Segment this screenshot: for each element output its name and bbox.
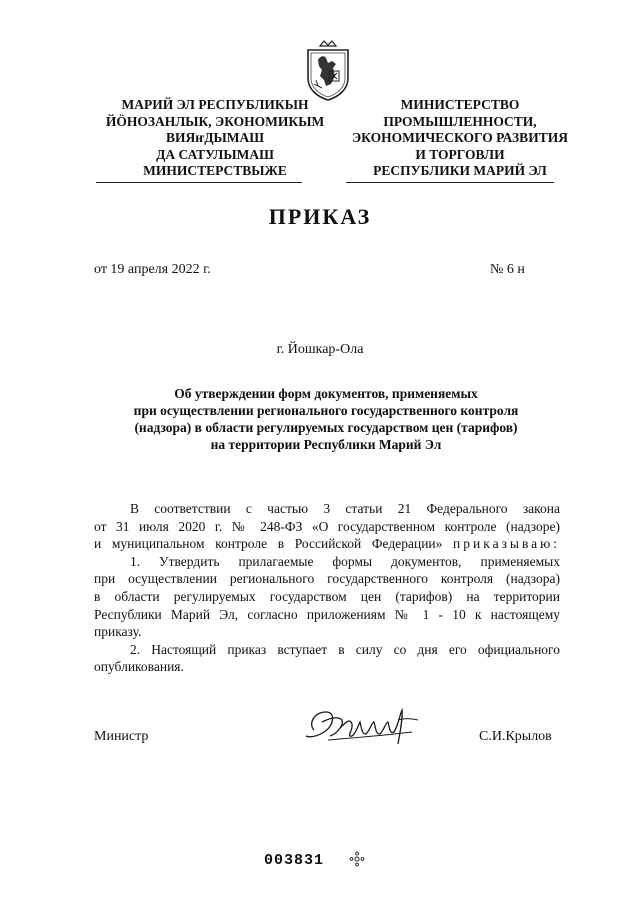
document-date: от 19 апреля 2022 г.: [94, 262, 211, 277]
document-subject: [96, 385, 556, 453]
document-title: ПРИКАЗ: [268, 204, 372, 229]
header-right-line: ПРОМЫШЛЕННОСТИ,: [383, 113, 537, 129]
document-number: № 6 н: [490, 262, 525, 277]
header-left-rule: [96, 182, 302, 183]
ornament-icon: [349, 851, 365, 867]
header-left-line: ЙӦНОЗАНЛЫК, ЭКОНОМИКЫМ: [105, 113, 325, 129]
header-russian-ministry: [335, 97, 585, 180]
body-line: при осуществлении регионального государственного контроля (надзора): [94, 571, 560, 587]
signatory-role: Министр: [94, 729, 149, 744]
subject-line: Об утверждении форм документов, применяемых: [174, 386, 478, 401]
document-body: [94, 500, 560, 676]
body-line: приказу.: [94, 624, 142, 640]
serial-number: 003831: [264, 852, 325, 869]
header-right-line: ЭКОНОМИЧЕСКОГО РАЗВИТИЯ: [352, 130, 568, 145]
body-line: Республики Марий Эл, согласно приложениям № 1 - 10 к настоящему: [94, 606, 560, 622]
header-left-line: МАРИЙ ЭЛ РЕСПУБЛИКЫН: [121, 97, 309, 112]
body-line: 2. Настоящий приказ вступает в силу со дня его официального: [130, 641, 560, 657]
subject-line: при осуществлении регионального государственного контроля: [133, 403, 519, 418]
body-line: 1. Утвердить прилагаемые формы документов, применяемых: [130, 553, 560, 569]
body-line: [94, 535, 560, 553]
header-right-line: МИНИСТЕРСТВО: [400, 97, 520, 112]
header-left-line: ДА САТУЛЫМАШ: [156, 146, 274, 162]
body-line: от 31 июля 2020 г. № 248-ФЗ «О государственном контроле (надзоре): [94, 518, 560, 534]
body-line-text: и муниципальном контроле в Российской Федерации»: [94, 536, 443, 552]
handwritten-signature: [300, 700, 430, 752]
body-line: в области регулируемых государством цен (тарифов) на территории: [94, 588, 560, 604]
body-line: В соответствии с частью 3 статьи 21 Федерального закона: [130, 501, 560, 516]
header-right-line: РЕСПУБЛИКИ МАРИЙ ЭЛ: [373, 163, 547, 178]
document-city: г. Йошкар-Ола: [276, 342, 364, 357]
subject-line: на территории Республики Марий Эл: [210, 437, 442, 452]
order-word: приказываю:: [453, 536, 561, 552]
header-right-rule: [346, 182, 554, 183]
header-left-line: ВИЯҥДЫМАШ: [165, 130, 265, 145]
header-right-line: И ТОРГОВЛИ: [415, 146, 505, 162]
header-marij-el-ministry: [90, 97, 340, 180]
body-line: опубликования.: [94, 659, 184, 675]
signatory-name: С.И.Крылов: [479, 729, 552, 744]
subject-line: (надзора) в области регулируемых государством цен (тарифов): [134, 420, 518, 435]
header-left-line: МИНИСТЕРСТВЫЖЕ: [143, 163, 287, 178]
coat-of-arms-icon: [302, 40, 354, 102]
